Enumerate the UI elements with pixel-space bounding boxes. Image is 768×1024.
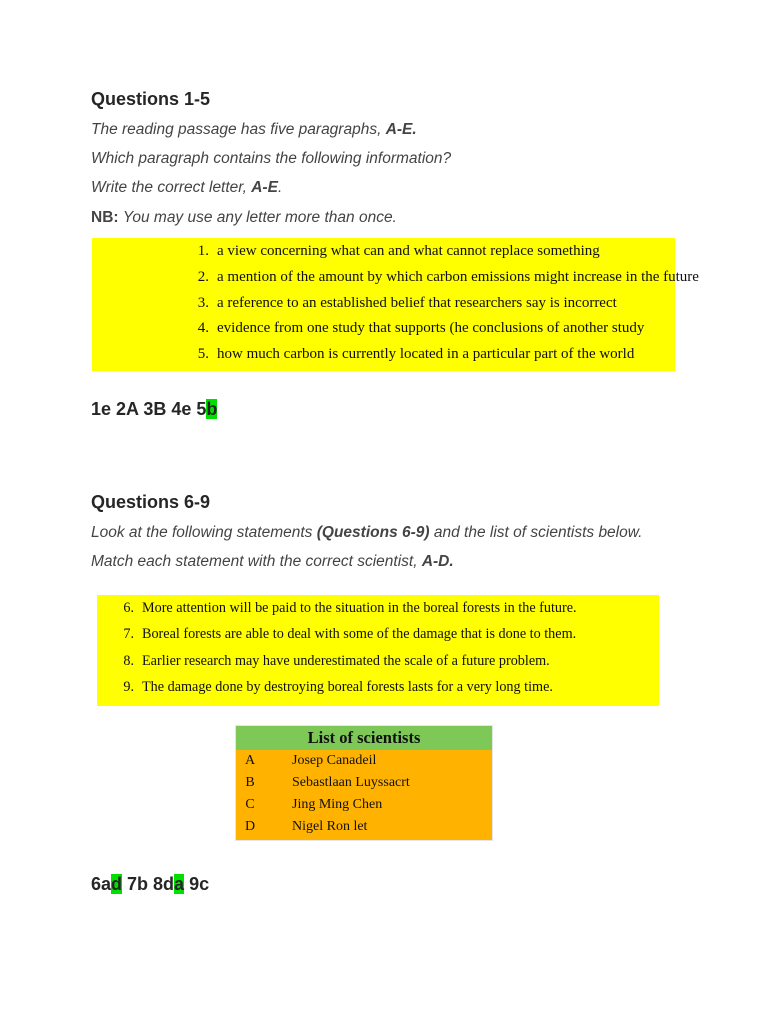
item-number: 2. (197, 269, 209, 285)
answer-highlight: a (174, 874, 185, 894)
item-text: Earlier research may have underestimated the scale of a future problem. (142, 653, 550, 669)
item-text: a reference to an established belief that researchers say is incorrect (217, 295, 617, 311)
item-text: The damage done by destroying boreal forests lasts for a very long time. (142, 679, 553, 695)
section1-instruction-2: Which paragraph contains the following information? (91, 150, 452, 167)
instruction-text: Write the correct letter, (91, 179, 247, 196)
scientist-letter: D (244, 819, 256, 834)
item-text: a mention of the amount by which carbon emissions might increase in the future (217, 269, 699, 285)
scientists-table-title: List of scientists (236, 726, 492, 750)
list-item (107, 626, 576, 643)
scientist-name: Josep Canadeil (292, 753, 377, 768)
instruction-range: A-D. (421, 553, 454, 570)
answer-highlight: b (206, 399, 218, 419)
instruction-range: (Questions 6-9) (316, 524, 430, 541)
section1-instruction-3 (91, 179, 282, 197)
list-item (182, 269, 699, 286)
scientist-letter: A (244, 753, 256, 768)
item-text: More attention will be paid to the situation in the boreal forests in the future. (142, 600, 577, 616)
scientist-name: Jing Ming Chen (292, 797, 383, 812)
scientist-letter: B (245, 775, 255, 790)
section2-answers (91, 874, 209, 895)
list-item (107, 653, 550, 670)
answers-text: 6a (91, 874, 112, 894)
item-number: 9. (123, 679, 134, 695)
list-item (107, 600, 577, 617)
scientist-name: Nigel Ron let (292, 819, 368, 834)
list-item (182, 346, 634, 363)
section2-heading: Questions 6-9 (91, 492, 211, 512)
item-text: a view concerning what can and what cannot replace something (217, 243, 600, 259)
list-item (182, 243, 600, 260)
instruction-range: A-E (251, 179, 278, 196)
instruction-range: A-E. (385, 121, 417, 138)
section1-answers (91, 399, 217, 420)
item-number: 3. (197, 295, 209, 311)
scientist-name: Sebastlaan Luyssacrt (292, 775, 410, 790)
item-number: 6. (123, 600, 134, 616)
note-label: NB: (91, 209, 119, 226)
instruction-text: and the list of scientists below. (433, 524, 643, 541)
list-item (182, 320, 644, 337)
instruction-text: The reading passage has five paragraphs, (91, 121, 382, 138)
list-item (182, 295, 617, 312)
list-item (107, 679, 553, 696)
item-text: how much carbon is currently located in a particular part of the world (217, 346, 635, 362)
item-number: 1. (197, 243, 209, 259)
answers-text: 1e 2A 3B 4e 5 (91, 399, 207, 419)
instruction-text: Match each statement with the correct scientist, (91, 553, 418, 570)
section1-instruction-1 (91, 121, 417, 139)
item-number: 7. (123, 626, 134, 642)
section1-heading: Questions 1-5 (91, 89, 211, 109)
section1-note (91, 209, 397, 227)
item-number: 4. (197, 320, 209, 336)
answer-highlight: d (111, 874, 123, 894)
item-number: 5. (197, 346, 209, 362)
note-text: You may use any letter more than once. (122, 209, 397, 226)
answers-text: 7b 8d (122, 874, 175, 894)
answers-text: 9c (184, 874, 210, 894)
item-number: 8. (123, 653, 134, 669)
questions-6-9-box (97, 595, 659, 706)
section2-instruction-2 (91, 553, 454, 571)
scientists-table (235, 725, 493, 841)
scientist-letter: C (245, 797, 255, 812)
item-text: Boreal forests are able to deal with some of the damage that is done to them. (142, 626, 577, 642)
section2-instruction-1 (91, 524, 642, 542)
questions-1-5-box (92, 238, 699, 371)
instruction-text: Look at the following statements (91, 524, 313, 541)
item-text: evidence from one study that supports (he conclusions of another study (217, 320, 645, 336)
instruction-period: . (277, 179, 283, 196)
